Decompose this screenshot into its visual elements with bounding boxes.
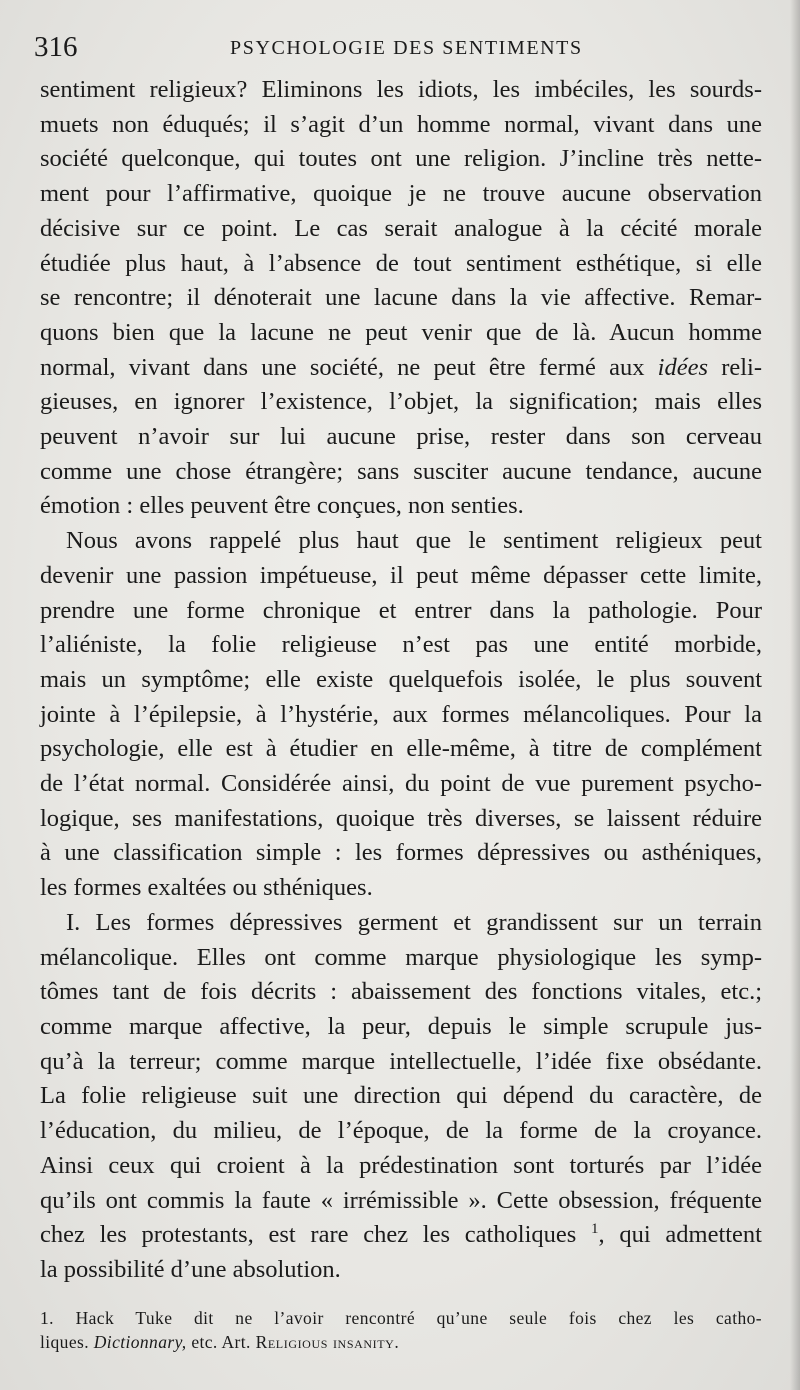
- text-line: l’aliéniste, la folie religieuse n’est pas une entité morbide,: [40, 631, 762, 659]
- text-line: émotion : elles peuvent être conçues, non senties.: [40, 492, 524, 520]
- text-segment: , qui admettent: [598, 1221, 762, 1249]
- footnote-text: etc. Art.: [191, 1332, 251, 1352]
- footnote-marker: 1.: [40, 1308, 54, 1328]
- text-line: de l’état normal. Considérée ainsi, du point de vue purement psycho-: [40, 770, 762, 798]
- text-line: qu’ils ont commis la faute « irrémissible ». Cette obsession, fréquente: [40, 1186, 762, 1214]
- text-line: peuvent n’avoir sur lui aucune prise, rester dans son cerveau: [40, 423, 762, 451]
- footnote-text: Hack Tuke dit ne l’avoir rencontré qu’une seule fois chez les catho-: [75, 1308, 763, 1328]
- running-head: PSYCHOLOGIE DES SENTIMENTS: [230, 37, 583, 59]
- text-line: Nous avons rappelé plus haut que le sentiment religieux peut: [66, 527, 762, 555]
- page-number: 316: [34, 31, 78, 63]
- footnote-reference: 1: [591, 1221, 599, 1238]
- italic-text: idées: [657, 353, 708, 381]
- text-segment: chez les protestants, est rare chez les catholiques: [40, 1221, 577, 1249]
- footnote: [40, 1306, 762, 1354]
- footnote-title: Dictionnary,: [93, 1332, 187, 1352]
- page-edge-shadow: [790, 0, 800, 1390]
- text-line: Ainsi ceux qui croient à la prédestination sont torturés par l’idée: [40, 1151, 762, 1179]
- text-line: La folie religieuse suit une direction qui dépend du caractère, de: [40, 1082, 762, 1110]
- footnote-text: liques.: [40, 1332, 89, 1352]
- text-line: se rencontre; il dénoterait une lacune dans la vie affective. Remar-: [40, 284, 762, 312]
- text-line: ment pour l’affirmative, quoique je ne trouve aucune observation: [40, 180, 762, 208]
- text-line: tômes tant de fois décrits : abaissement des fonctions vitales, etc.;: [40, 978, 762, 1006]
- text-line: quons bien que la lacune ne peut venir que de là. Aucun homme: [40, 318, 762, 346]
- text-line: devenir une passion impétueuse, il peut même dépasser cette limite,: [40, 561, 762, 589]
- text-line: qu’à la terreur; comme marque intellectuelle, l’idée fixe obsédante.: [40, 1047, 762, 1075]
- text-line-with-italic: [40, 351, 762, 386]
- footnote-line-2: [40, 1330, 762, 1354]
- text-line: sentiment religieux? Eliminons les idiots, les imbéciles, les sourds-: [40, 76, 762, 103]
- text-line: prendre une forme chronique et entrer dans la pathologie. Pour: [40, 596, 762, 624]
- text-line: comme marque affective, la peur, depuis le simple scrupule jus-: [40, 1012, 762, 1040]
- text-line: étudiée plus haut, à l’absence de tout sentiment esthétique, si elle: [40, 249, 762, 277]
- text-line: la possibilité d’une absolution.: [40, 1255, 341, 1283]
- paragraph-2: [40, 524, 762, 906]
- footnote-line-1: [40, 1306, 762, 1330]
- text-line: mais un symptôme; elle existe quelquefois isolée, le plus souvent: [40, 665, 762, 693]
- text-segment: reli-: [721, 353, 763, 381]
- text-line: I. Les formes dépressives germent et grandissent sur un terrain: [66, 908, 762, 936]
- text-line: à une classification simple : les formes dépressives ou asthéniques,: [40, 839, 762, 867]
- text-line: mélancolique. Elles ont comme marque physiologique les symp-: [40, 943, 762, 971]
- paragraph-3: [40, 906, 762, 1288]
- text-line: comme une chose étrangère; sans susciter aucune tendance, aucune: [40, 457, 762, 485]
- text-line: l’éducation, du milieu, de l’époque, de la forme de la croyance.: [40, 1117, 762, 1145]
- text-line: société quelconque, qui toutes ont une religion. J’incline très nette-: [40, 145, 762, 173]
- text-line: muets non éduqués; il s’agit d’un homme normal, vivant dans une: [40, 110, 762, 138]
- body-text: [40, 73, 762, 1288]
- text-line: décisive sur ce point. Le cas serait analogue à la cécité morale: [40, 214, 762, 242]
- paragraph-1: [40, 73, 762, 524]
- text-line: les formes exaltées ou sthéniques.: [40, 874, 373, 902]
- footnote-article: Religious insanity.: [255, 1332, 400, 1352]
- text-segment: normal, vivant dans une société, ne peut être fermé aux: [40, 353, 645, 381]
- text-line: psychologie, elle est à étudier en elle-même, à titre de complément: [40, 735, 762, 763]
- text-line: gieuses, en ignorer l’existence, l’objet, la signification; mais elles: [40, 388, 762, 416]
- page-header: [34, 30, 764, 64]
- text-line: jointe à l’épilepsie, à l’hystérie, aux formes mélancoliques. Pour la: [40, 700, 762, 728]
- text-line-with-footnote-ref: [40, 1218, 762, 1253]
- text-line: logique, ses manifestations, quoique très diverses, se laissent réduire: [40, 804, 762, 832]
